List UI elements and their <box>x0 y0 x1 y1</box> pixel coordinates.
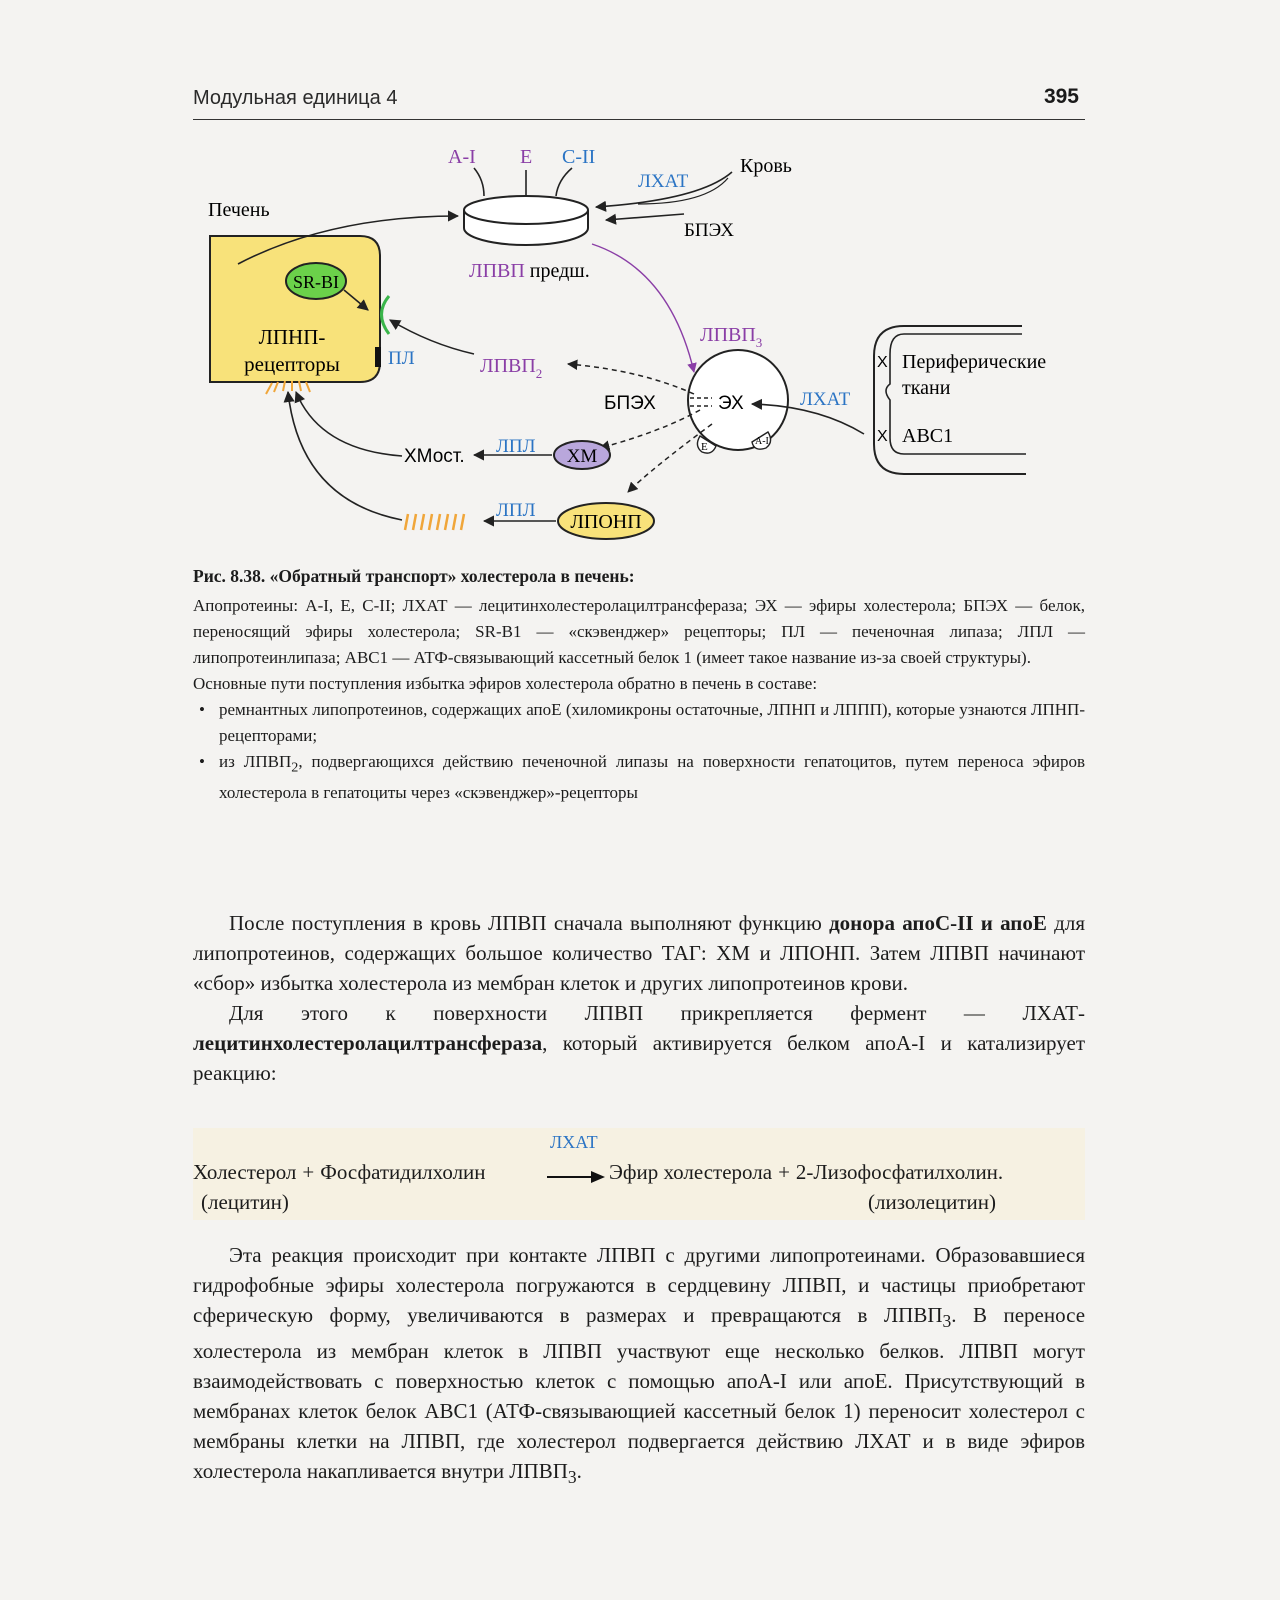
svg-text:ЛПВП предш. <box>469 260 590 282</box>
svg-text:X: X <box>877 428 888 445</box>
reverse-cholesterol-transport-diagram <box>0 0 1280 560</box>
ldl-receptor-label-line1: ЛПНП- <box>258 325 326 349</box>
vldl-remnant-fringe <box>405 514 464 530</box>
bpeh-top-label: БПЭХ <box>684 220 734 241</box>
sr-bi-label: SR-BI <box>292 272 340 292</box>
running-head: Модульная единица 4 <box>193 87 398 109</box>
body-text-top <box>193 908 1085 1088</box>
bpeh-top-arrow <box>606 214 684 220</box>
liver-label: Печень <box>208 199 270 221</box>
paragraph-1: После поступления в кровь ЛПВП сначала выполняют функцию донора апоС-II и апоЕ для липопротеинов, содержащих большое количество ТАГ: ХМ и ЛПОНП. Затем ЛПВП начинают «сбор» избытка холестерола из мембран клеток и других липопротеинов крови. <box>193 911 1085 995</box>
caption-title: Рис. 8.38. «Обратный транспорт» холестерола в печень: <box>193 566 635 586</box>
hdl3-to-hdl2-arrow <box>568 364 694 394</box>
ldl-receptor-label-line2: рецепторы <box>244 352 340 376</box>
hdl-precursor-top <box>464 196 588 224</box>
blood-label: Кровь <box>740 155 792 177</box>
lpl-2-label: ЛПЛ <box>496 500 536 521</box>
page-number: 395 <box>1043 85 1079 108</box>
abc1-label: ABC1 <box>902 425 954 447</box>
lcat-reaction <box>193 1128 1085 1220</box>
apo-e-label: E <box>520 146 533 168</box>
hdl2-subscript: 2 <box>535 366 543 381</box>
reaction-products: Эфир холестерола + 2-Лизофосфатилхолин. <box>609 1160 1004 1184</box>
caption-bullet-2: • из $ЛПВП_2$, подвергающихся действию печеночной липазы на поверхности гепатоцитов, путем переноса эфиров холестерола в гепатоциты через «скэвенджер»-рецепторы <box>193 749 1085 806</box>
caption-paragraph-1: Апопротеины: A-I, E, C-II; ЛХАТ — лецитинхолестеролацилтрансфераза; ЭХ — эфиры холестерола; БПЭХ — белок, переносящий эфиры холестерола; SR-B1 — «скэвенджер» рецепторы; ПЛ — печеночная липаза; ЛПЛ — липопротеинлипаза; ABC1 — АТФ-связывающий кассетный белок 1 (имеет такое название из-за своей структуры). <box>193 596 1085 667</box>
lpl-1-label: ЛПЛ <box>496 436 536 457</box>
paragraph-2: Для этого к поверхности ЛПВП прикрепляется фермент — ЛХАТ-лецитинхолестеролацилтрансфераза, который активируется белком апоА-I и катализирует реакцию: <box>193 1001 1085 1085</box>
peripheral-tissue-label-line2: ткани <box>902 377 951 399</box>
apo-c2-label: C-II <box>562 146 596 168</box>
receptor-bracket <box>382 296 390 334</box>
lhat-right-label: ЛХАТ <box>800 389 851 410</box>
figure-caption <box>193 563 1085 806</box>
reaction-arrow <box>547 1170 607 1184</box>
xm-remnant-label: ХМост. <box>404 446 465 467</box>
pl-bar <box>375 347 381 367</box>
reaction-enzyme: ЛХАТ <box>550 1132 598 1152</box>
apo-e-small-label: E <box>701 441 708 453</box>
peripheral-tissue-label-line1: Периферические <box>902 351 1047 373</box>
hdl2-label: ЛПВП <box>480 355 536 377</box>
bpeh-mid-label: БПЭХ <box>604 393 656 414</box>
hdl3-label: ЛПВП <box>700 324 756 346</box>
apo-a1-label: A-I <box>448 146 476 168</box>
svg-text:X: X <box>877 354 888 371</box>
caption-bullet-1: • ремнантных липопротеинов, содержащих апоЕ (хиломикроны остаточные, ЛПНП и ЛППП), которые узнаются ЛПНП-рецепторами; <box>193 697 1085 749</box>
vldl-remnant-to-liver-arrow <box>288 392 402 520</box>
hdl3-subscript: 3 <box>755 335 763 350</box>
lhat-top-label: ЛХАТ <box>638 171 689 192</box>
reaction-product-alias: (лизолецитин) <box>868 1190 997 1214</box>
apo-a1-small-label: A-I <box>755 436 769 447</box>
precursor-to-hdl3-arrow <box>592 244 694 372</box>
xm-label: ХМ <box>566 446 598 467</box>
eh-label: ЭХ <box>718 393 744 414</box>
reaction-substrates: Холестерол + Фосфатидилхолин <box>193 1160 486 1184</box>
svg-text:ЛПВП3 <box>700 324 762 350</box>
caption-paragraph-2: Основные пути поступления избытка эфиров холестерола обратно в печень в составе: <box>193 674 818 693</box>
body-text-bottom <box>193 1240 1085 1492</box>
hdl-precursor-name: ЛПВП <box>469 260 525 282</box>
svg-text:ЛПВП2 <box>480 355 542 381</box>
vldl-label: ЛПОНП <box>570 511 642 533</box>
hdl3-to-vldl-arrow <box>628 424 712 492</box>
hdl3-to-xm-arrow <box>600 410 700 448</box>
remnant-to-liver-arrow <box>296 392 402 456</box>
reaction-substrate-alias: (лецитин) <box>201 1190 289 1214</box>
pl-label: ПЛ <box>388 348 415 369</box>
hdl-precursor-suffix: предш. <box>529 260 590 282</box>
paragraph-3: Эта реакция происходит при контакте ЛПВП с другими липопротеинами. Образовавшиеся гидрофобные эфиры холестерола погружаются в сердцевину ЛПВП, и частицы приобретают сферическую форму, увеличиваются в размерах и превращаются в $ЛПВП_3$. В переносе холестерола из мембран клеток в ЛПВП участвуют еще несколько белков. ЛПВП могут взаимодействовать с поверхностью клеток с помощью апоА-I или апоЕ. Присутствующий в мембранах клеток белок АВС1 (АТФ-связывающией кассетный белок 1) переносит холестерол с мембраны клетки на ЛПВП, где холестерол подвергается действию ЛХАТ и в виде эфиров холестерола накапливается внутри $ЛПВП_3$. <box>193 1243 1086 1488</box>
caption-list <box>193 697 1085 806</box>
